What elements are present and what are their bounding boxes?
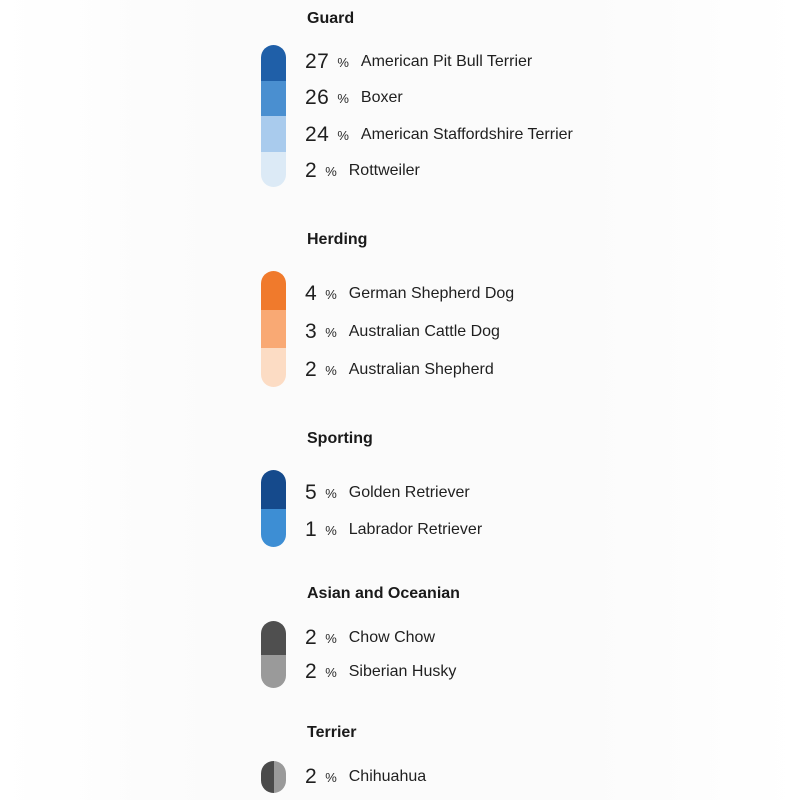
breed-label: Siberian Husky — [348, 663, 457, 680]
herding-row-3 — [305, 355, 494, 385]
herding-seg-3 — [261, 348, 286, 387]
herding-seg-2 — [261, 310, 286, 349]
breed-label: Australian Cattle Dog — [348, 323, 500, 340]
breed-label: American Pit Bull Terrier — [360, 53, 533, 70]
herding-row-2 — [305, 317, 500, 347]
pct-unit: % — [325, 362, 337, 378]
terrier-seg-1 — [261, 761, 274, 793]
breed-label: German Shepherd Dog — [348, 285, 515, 302]
breed-label: Labrador Retriever — [348, 521, 483, 538]
breed-label: American Staffordshire Terrier — [360, 126, 573, 143]
pct-value: 2 — [305, 159, 318, 182]
guard-seg-2 — [261, 81, 286, 117]
pct-value: 2 — [305, 358, 318, 381]
guard-row-3 — [305, 120, 573, 150]
pct-unit: % — [325, 769, 337, 785]
pct-value: 1 — [305, 518, 318, 541]
terrier-seg-rest — [274, 761, 287, 793]
pct-value: 5 — [305, 481, 318, 504]
sporting-seg-1 — [261, 470, 286, 509]
asian-oceanian-seg-1 — [261, 621, 286, 655]
pct-unit: % — [337, 127, 349, 143]
pct-value: 2 — [305, 626, 318, 649]
breed-label: Chihuahua — [348, 768, 427, 785]
pct-unit: % — [325, 664, 337, 680]
asian-oceanian-row-2 — [305, 657, 456, 687]
guard-row-4 — [305, 156, 420, 186]
breed-label: Golden Retriever — [348, 484, 470, 501]
guard-seg-4 — [261, 152, 286, 188]
breed-label: Australian Shepherd — [348, 361, 494, 378]
asian-oceanian-pill — [261, 621, 286, 688]
group-title-herding: Herding — [307, 231, 368, 248]
pct-value: 27 — [305, 50, 330, 73]
guard-row-1 — [305, 47, 532, 77]
pct-value: 2 — [305, 765, 318, 788]
breed-label: Boxer — [360, 89, 403, 106]
pct-unit: % — [337, 54, 349, 70]
sporting-row-2 — [305, 515, 482, 545]
guard-row-2 — [305, 83, 403, 113]
group-title-guard: Guard — [307, 10, 355, 27]
terrier-row-1 — [305, 762, 426, 792]
group-title-sporting: Sporting — [307, 430, 373, 447]
pct-unit: % — [325, 522, 337, 538]
pct-unit: % — [325, 163, 337, 179]
pct-value: 24 — [305, 123, 330, 146]
pct-unit: % — [337, 90, 349, 106]
herding-row-1 — [305, 279, 514, 309]
herding-pill — [261, 271, 286, 387]
breed-label: Chow Chow — [348, 629, 436, 646]
asian-oceanian-seg-2 — [261, 655, 286, 689]
terrier-pill — [261, 761, 286, 793]
pct-unit: % — [325, 286, 337, 302]
breed-label: Rottweiler — [348, 162, 420, 179]
guard-seg-1 — [261, 45, 286, 81]
group-title-terrier: Terrier — [307, 724, 357, 741]
pct-value: 26 — [305, 86, 330, 109]
group-title-asian-oceanian: Asian and Oceanian — [307, 585, 460, 602]
guard-seg-3 — [261, 116, 286, 152]
asian-oceanian-row-1 — [305, 623, 435, 653]
pct-unit: % — [325, 630, 337, 646]
pct-value: 2 — [305, 660, 318, 683]
pct-value: 4 — [305, 282, 318, 305]
sporting-seg-2 — [261, 509, 286, 548]
pct-unit: % — [325, 324, 337, 340]
sporting-row-1 — [305, 478, 470, 508]
pct-unit: % — [325, 485, 337, 501]
pct-value: 3 — [305, 320, 318, 343]
herding-seg-1 — [261, 271, 286, 310]
sporting-pill — [261, 470, 286, 547]
guard-pill — [261, 45, 286, 187]
